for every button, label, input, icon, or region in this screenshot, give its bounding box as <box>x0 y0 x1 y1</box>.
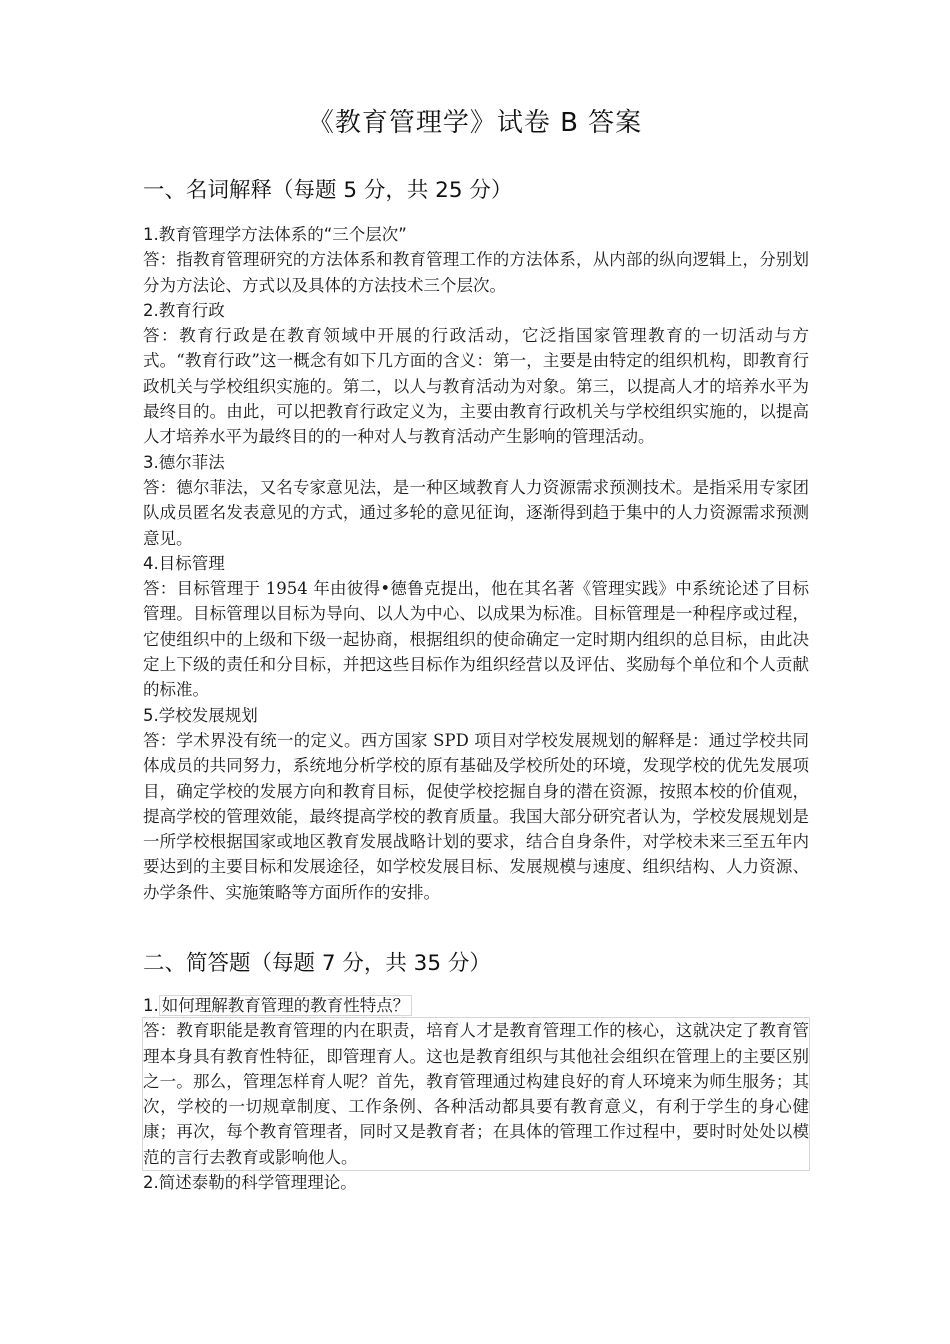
section-heading-short-answer: 二、简答题（每题 7 分，共 35 分） <box>143 951 491 976</box>
section-heading-definitions: 一、名词解释（每题 5 分，共 25 分） <box>143 178 513 203</box>
question-title: 2.简述泰勒的科学管理理论。 <box>143 1173 357 1193</box>
document-title: 《教育管理学》试卷 B 答案 <box>307 108 643 138</box>
question-title <box>143 993 809 1018</box>
question-title: 3.德尔菲法 <box>143 452 225 472</box>
answer-text: 答：学术界没有统一的定义。西方国家 SPD 项目对学校发展规划的解释是：通过学校共同体成员的共同努力，系统地分析学校的原有基础及学校所处的环境，发现学校的优先发展项目，确定学校的发展方向和教育目标，促使学校挖掘自身的潜在资源，按照本校的价值观，提高学校的管理效能，最终提高学校的教育质量。我国大部分研究者认为，学校发展规划是一所学校根据国家或地区教育发展战略计划的要求，结合自身条件，对学校未来三至五年内要达到的主要目标和发展途径，如学校发展目标、发展规模与速度、组织结构、人力资源、办学条件、实施策略等方面所作的安排。 <box>143 730 809 902</box>
question-title: 2.教育行政 <box>143 300 225 320</box>
question-title: 1.教育管理学方法体系的“三个层次” <box>143 225 407 244</box>
question-number: 1. <box>143 996 159 1015</box>
answer-text: 答：目标管理于 1954 年由彼得•德鲁克提出，他在其名著《管理实践》中系统论述了目标管理。目标管理以目标为导向、以人为中心、以成果为标准。目标管理是一种程序或过程，它使组织中的上级和下级一起协商，根据组织的使命确定一定时期内组织的总目标，由此决定上下级的责任和分目标，并把这些目标作为组织经营以及评估、奖励每个单位和个人贡献的标准。 <box>143 579 809 700</box>
section-body-definitions <box>143 222 809 905</box>
answer-text: 答：教育行政是在教育领域中开展的行政活动，它泛指国家管理教育的一切活动与方式。“教育行政”这一概念有如下几方面的含义：第一，主要是由特定的组织机构，即教育行政机关与学校组织实施的。第二，以人与教育活动为对象。第三，以提高人才的培养水平为最终目的。由此，可以把教育行政定义为，主要由教育行政机关与学校组织实施的，以提高人才培养水平为最终目的的一种对人与教育活动产生影响的管理活动。 <box>143 326 809 447</box>
question-text: 如何理解教育管理的教育性特点？ <box>159 995 413 1016</box>
question-title: 4.目标管理 <box>143 553 225 573</box>
answer-text: 答：德尔菲法，又名专家意见法，是一种区域教育人力资源需求预测技术。是指采用专家团队成员匿名发表意见的方式，通过多轮的意见征询，逐渐得到趋于集中的人力资源需求预测意见。 <box>143 477 809 548</box>
section-body-short-answer <box>143 993 809 1195</box>
answer-text: 答：指教育管理研究的方法体系和教育管理工作的方法体系，从内部的纵向逻辑上，分别划分为方法论、方式以及具体的方法技术三个层次。 <box>143 250 809 295</box>
answer-text: 答：教育职能是教育管理的内在职责，培育人才是教育管理工作的核心，这就决定了教育管理本身具有教育性特征，即管理育人。这也是教育组织与其他社会组织在管理上的主要区别之一。那么，管理怎样育人呢？首先，教育管理通过构建良好的育人环境来为师生服务；其次，学校的一切规章制度、工作条例、各种活动都具要有教育意义，有利于学生的身心健康；再次，每个教育管理者，同时又是教育者；在具体的管理工作过程中，要时时处处以模范的言行去教育或影响他人。 <box>143 1018 809 1170</box>
question-title: 5.学校发展规划 <box>143 705 258 725</box>
